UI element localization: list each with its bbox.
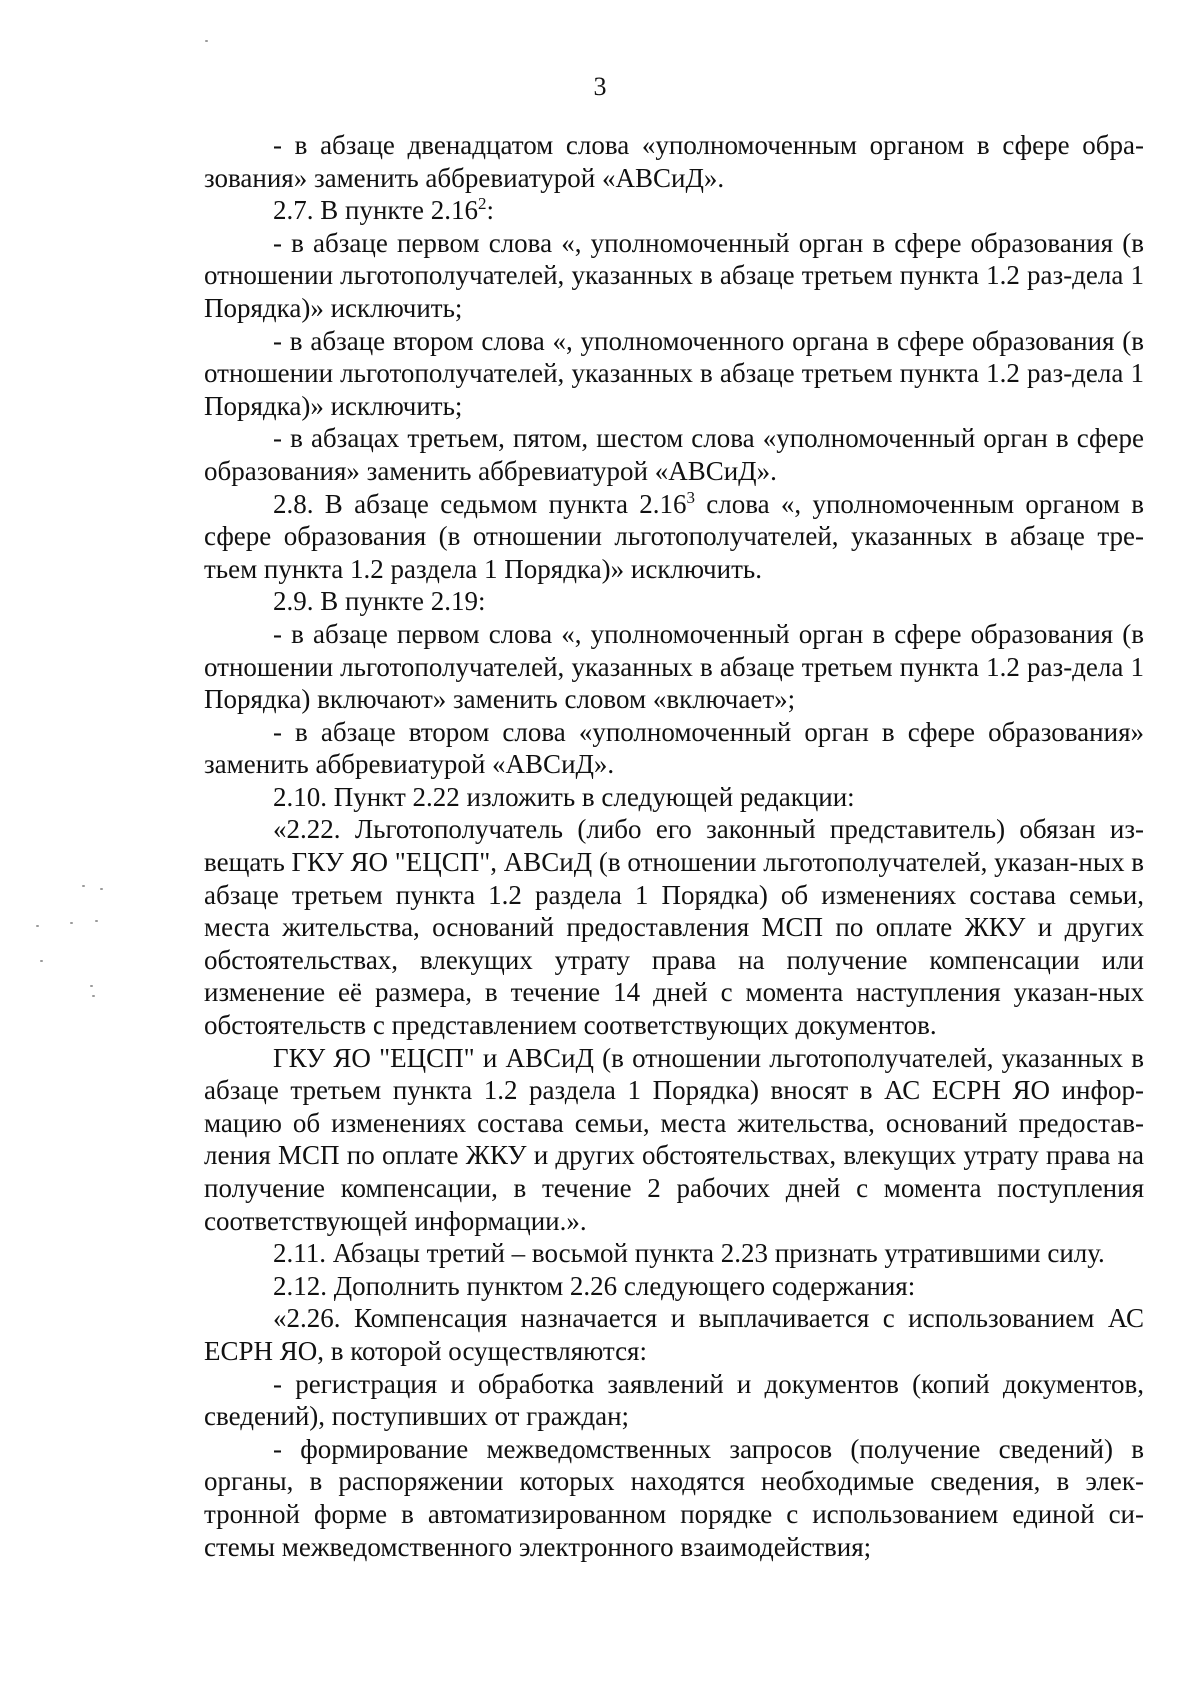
paragraph: 2.11. Абзацы третий – восьмой пункта 2.23 признать утратившими силу. <box>273 1238 1105 1269</box>
scan-speck <box>82 885 85 887</box>
scan-speck <box>70 922 73 924</box>
paragraph-2-7-text: 2.7. В пункте 2.16 <box>273 195 478 226</box>
paragraph: ГКУ ЯО "ЕЦСП" и АВСиД (в отношении льготополучателей, указанных в абзаце третьем пункта 1.2 раздела 1 Порядка) вносят в АС ЕСРН ЯО инфор-мацию об изменениях состава семьи, места жительства, оснований предостав-ления МСП по оплате ЖКУ и других обстоятельствах, влекущих утрату права на получение компенсации, в течение 2 рабочих дней с момента поступления соответствующей информации.». <box>204 1042 1144 1236</box>
paragraph: 2.9. В пункте 2.19: <box>273 586 486 617</box>
scan-speck <box>36 925 39 927</box>
scan-speck <box>92 995 95 997</box>
paragraph: - формирование межведомственных запросов (получение сведений) в органы, в распоряжении которых находятся необходимые сведения, в элек-тронной форме в автоматизированном порядке с использованием единой си-стемы межведомственного электронного взаимодействия; <box>204 1433 1144 1562</box>
scan-speck <box>90 985 93 987</box>
paragraph-2-8-text: 2.8. В абзаце седьмом пункта 2.16 <box>273 488 687 519</box>
paragraph: - в абзаце двенадцатом слова «уполномоченным органом в сфере обра-зования» заменить аббревиатурой «АВСиД». <box>204 130 1144 193</box>
paragraph-2-8 <box>204 488 1144 586</box>
scan-speck <box>95 920 98 922</box>
paragraph: - в абзаце первом слова «, уполномоченный орган в сфере образования (в отношении льготополучателей, указанных в абзаце третьем пункта 1.2 раз-дела 1 Порядка) включают» заменить словом «включает»; <box>204 618 1144 715</box>
paragraph-2-7 <box>204 194 1144 227</box>
paragraph: - в абзаце втором слова «уполномоченный орган в сфере образования» заменить аббревиатурой «АВСиД». <box>204 716 1144 780</box>
scan-speck <box>100 888 103 890</box>
document-body <box>204 129 1144 1563</box>
paragraph: - в абзаце первом слова «, уполномоченный орган в сфере образования (в отношении льготополучателей, указанных в абзаце третьем пункта 1.2 раз-дела 1 Порядка)» исключить; <box>204 227 1144 323</box>
paragraph-2-7-tail: : <box>486 195 494 226</box>
superscript: 2 <box>477 194 487 214</box>
paragraph: 2.10. Пункт 2.22 изложить в следующей редакции: <box>273 781 855 812</box>
scan-speck <box>40 960 43 962</box>
paragraph: - в абзацах третьем, пятом, шестом слова «уполномоченный орган в сфере образования» заменить аббревиатурой «АВСиД». <box>204 423 1144 486</box>
scan-speck <box>205 40 208 42</box>
paragraph: «2.26. Компенсация назначается и выплачивается с использованием АС ЕСРН ЯО, в которой осуществляются: <box>204 1303 1144 1366</box>
paragraph: «2.22. Льготополучатель (либо его законный представитель) обязан из-вещать ГКУ ЯО "ЕЦСП", АВСиД (в отношении льготополучателей, указан-ных в абзаце третьем пункта 1.2 раздела 1 Порядка) об изменениях состава семьи, места жительства, оснований предоставления МСП по оплате ЖКУ и других обстоятельствах, влекущих утрату права на получение компенсации или изменение её размера, в течение 14 дней с момента наступления указан-ных обстоятельств с представлением соответствующих документов. <box>204 814 1144 1041</box>
superscript: 3 <box>686 487 695 507</box>
paragraph-2-8-tail: слова «, уполномоченным органом в сфере образования (в отношении льготополучателей, указанных в абзаце тре-тьем пункта 1.2 раздела 1 Порядка)» исключить. <box>204 488 1144 584</box>
page-number: 3 <box>593 72 607 101</box>
paragraph: - в абзаце втором слова «, уполномоченного органа в сфере образования (в отношении льготополучателей, указанных в абзаце третьем пункта 1.2 раз-дела 1 Порядка)» исключить; <box>204 325 1144 421</box>
paragraph: - регистрация и обработка заявлений и документов (копий документов, сведений), поступивших от граждан; <box>204 1368 1144 1432</box>
paragraph: 2.12. Дополнить пунктом 2.26 следующего содержания: <box>273 1270 916 1301</box>
